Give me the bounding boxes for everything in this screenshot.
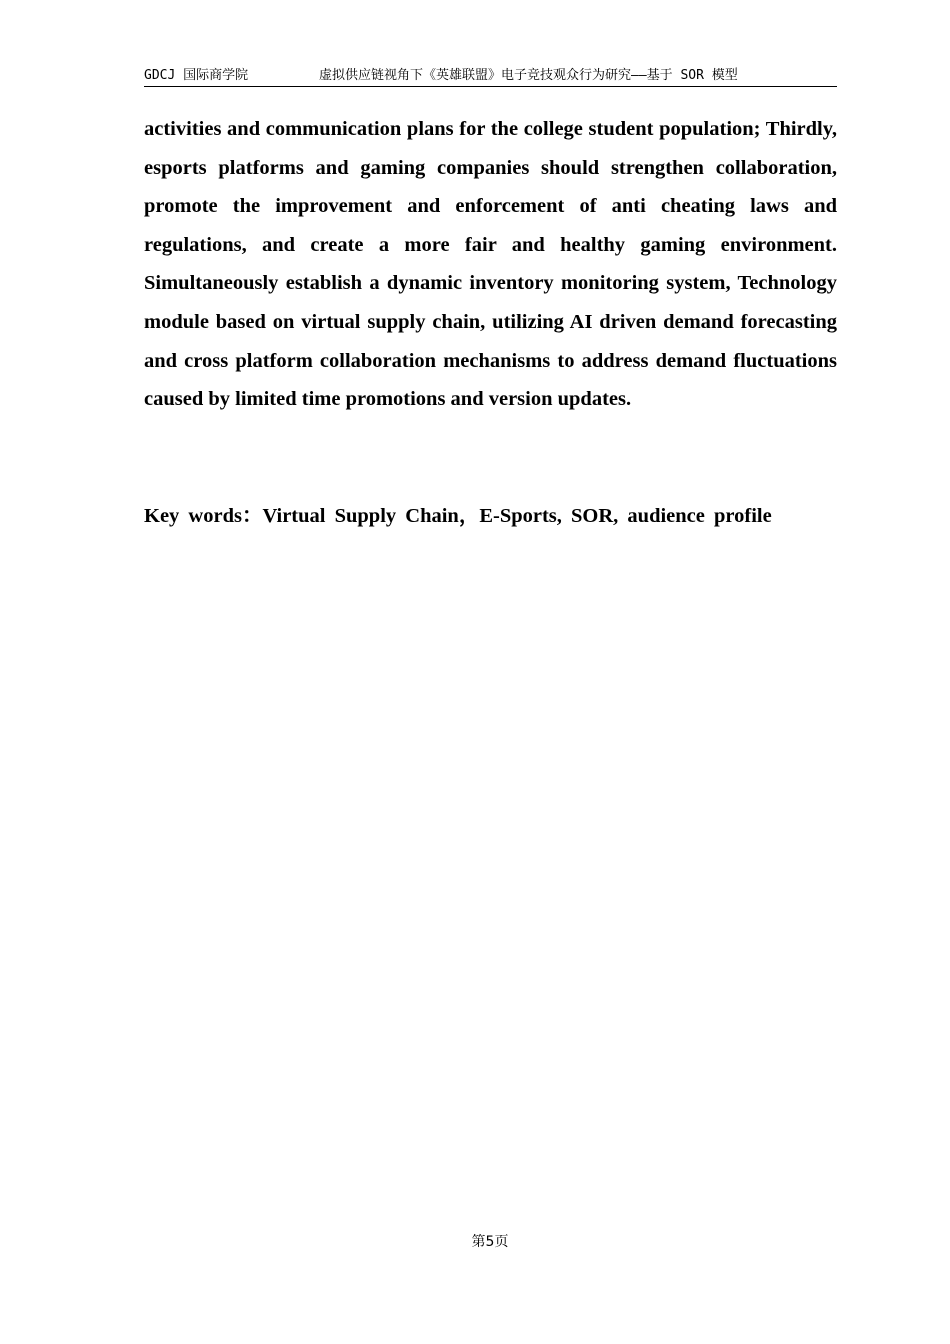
body-paragraph: activities and communication plans for the college student population; Thirdly, esports platforms and gaming companies should strengthen collaboration, promote the improvement and enforcement of anti cheating laws and regulations, and create a more fair and healthy gaming environment. Simultaneously establish a dynamic inventory monitoring system, Technology module based on virtual supply chain, utilizing AI driven demand forecasting and cross platform collaboration mechanisms to address demand fluctuations caused by limited time promotions and version updates.	[144, 118, 837, 411]
page-number: 第5页	[471, 1234, 509, 1250]
header-title: 虚拟供应链视角下《英雄联盟》电子竞技观众行为研究——基于 SOR 模型	[319, 68, 738, 83]
page-header	[144, 66, 837, 87]
keywords-label: Key words：	[144, 505, 263, 527]
keywords-value: Virtual Supply Chain，E-Sports, SOR, audience profile	[262, 505, 772, 527]
header-institution: GDCJ 国际商学院	[144, 68, 249, 83]
keywords-line	[144, 498, 844, 534]
